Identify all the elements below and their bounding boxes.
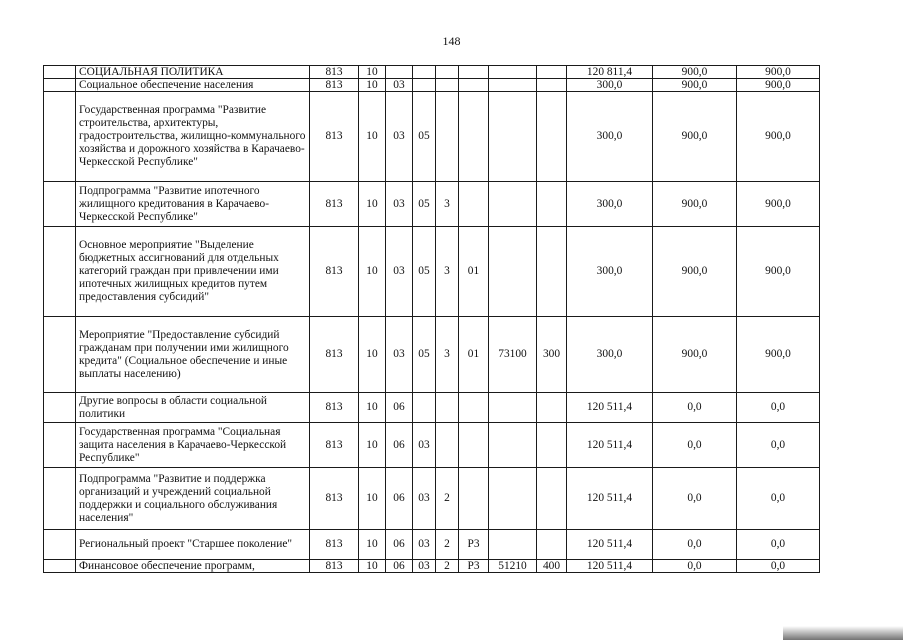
cell-c3: [459, 423, 489, 468]
cell-y3: 0,0: [737, 530, 820, 560]
cell-pr: 03: [386, 227, 413, 317]
cell-c3: [459, 393, 489, 423]
cell-c4: [489, 66, 537, 79]
cell-pr: 03: [386, 317, 413, 393]
cell-c2: 3: [436, 182, 459, 227]
cell-y2: 900,0: [653, 66, 737, 79]
table-row: [44, 66, 820, 79]
row-number-cell: [44, 182, 76, 227]
cell-c2: 2: [436, 560, 459, 573]
cell-vr: [537, 66, 567, 79]
cell-y1: 300,0: [567, 227, 653, 317]
cell-c3: [459, 182, 489, 227]
cell-vr: [537, 393, 567, 423]
table-body: [44, 66, 820, 573]
cell-c4: [489, 92, 537, 182]
cell-y2: 900,0: [653, 92, 737, 182]
cell-pr: 06: [386, 560, 413, 573]
cell-y1: 120 511,4: [567, 423, 653, 468]
cell-c4: 51210: [489, 560, 537, 573]
cell-c1: 05: [413, 92, 436, 182]
item-name-cell: СОЦИАЛЬНАЯ ПОЛИТИКА: [76, 66, 310, 79]
item-name-cell: Мероприятие "Предоставление субсидий гражданам при получении ими жилищного кредита" (Социальное обеспечение и иные выплаты населению): [76, 317, 310, 393]
item-name-cell: Государственная программа "Развитие строительства, архитектуры, градостроительства, жилищно-коммунального хозяйства и дорожного хозяйства в Карачаево-Черкесской Республике": [76, 92, 310, 182]
cell-c4: [489, 468, 537, 530]
cell-y1: 120 511,4: [567, 560, 653, 573]
cell-c2: [436, 423, 459, 468]
cell-pr: [386, 66, 413, 79]
cell-rz: 10: [359, 66, 386, 79]
item-name-cell: Социальное обеспечение населения: [76, 79, 310, 92]
item-name-cell: Основное мероприятие "Выделение бюджетных ассигнований для отдельных категорий граждан при привлечении ими ипотечных жилищных кредитов путем предоставления субсидий": [76, 227, 310, 317]
row-number-cell: [44, 560, 76, 573]
table-row: [44, 560, 820, 573]
cell-c2: [436, 79, 459, 92]
cell-c4: [489, 423, 537, 468]
page-number: 148: [442, 34, 461, 48]
cell-y2: 900,0: [653, 182, 737, 227]
table-row: [44, 393, 820, 423]
item-name-cell: Государственная программа "Социальная защита населения в Карачаево-Черкесской Республике": [76, 423, 310, 468]
cell-c3: P3: [459, 530, 489, 560]
cell-c2: 2: [436, 530, 459, 560]
cell-y1: 120 511,4: [567, 468, 653, 530]
cell-pr: 06: [386, 393, 413, 423]
table-row: [44, 423, 820, 468]
cell-pr: 06: [386, 468, 413, 530]
row-number-cell: [44, 423, 76, 468]
cell-c1: [413, 393, 436, 423]
row-number-cell: [44, 92, 76, 182]
cell-c3: [459, 92, 489, 182]
cell-c3: [459, 79, 489, 92]
cell-c3: P3: [459, 560, 489, 573]
cell-y3: 900,0: [737, 79, 820, 92]
cell-c1: 05: [413, 182, 436, 227]
cell-c3: 01: [459, 317, 489, 393]
cell-pr: 03: [386, 182, 413, 227]
cell-gr: 813: [310, 66, 359, 79]
cell-c4: [489, 393, 537, 423]
cell-vr: [537, 530, 567, 560]
table-row: [44, 317, 820, 393]
cell-c2: [436, 66, 459, 79]
cell-pr: 03: [386, 79, 413, 92]
cell-gr: 813: [310, 423, 359, 468]
cell-c4: [489, 182, 537, 227]
cell-c1: [413, 66, 436, 79]
cell-y1: 300,0: [567, 182, 653, 227]
cell-rz: 10: [359, 79, 386, 92]
row-number-cell: [44, 79, 76, 92]
table-row: [44, 92, 820, 182]
cell-vr: [537, 79, 567, 92]
cell-rz: 10: [359, 92, 386, 182]
cell-y2: 0,0: [653, 468, 737, 530]
cell-c2: 2: [436, 468, 459, 530]
cell-y3: 900,0: [737, 317, 820, 393]
cell-y1: 300,0: [567, 92, 653, 182]
table-row: [44, 182, 820, 227]
cell-c4: [489, 227, 537, 317]
cell-c1: 03: [413, 468, 436, 530]
row-number-cell: [44, 317, 76, 393]
item-name-cell: Другие вопросы в области социальной политики: [76, 393, 310, 423]
cell-rz: 10: [359, 560, 386, 573]
cell-c2: [436, 92, 459, 182]
cell-y2: 900,0: [653, 79, 737, 92]
cell-rz: 10: [359, 317, 386, 393]
cell-gr: 813: [310, 317, 359, 393]
cell-y3: 0,0: [737, 468, 820, 530]
cell-y3: 900,0: [737, 66, 820, 79]
cell-y3: 0,0: [737, 393, 820, 423]
cell-gr: 813: [310, 468, 359, 530]
table-row: [44, 227, 820, 317]
cell-rz: 10: [359, 227, 386, 317]
cell-c1: 05: [413, 227, 436, 317]
cell-vr: [537, 468, 567, 530]
cell-gr: 813: [310, 182, 359, 227]
cell-rz: 10: [359, 530, 386, 560]
cell-gr: 813: [310, 227, 359, 317]
cell-y2: 0,0: [653, 393, 737, 423]
cell-y2: 0,0: [653, 423, 737, 468]
cell-vr: [537, 227, 567, 317]
cell-gr: 813: [310, 393, 359, 423]
cell-y3: 900,0: [737, 182, 820, 227]
cell-c4: [489, 530, 537, 560]
cell-rz: 10: [359, 393, 386, 423]
cell-y1: 300,0: [567, 317, 653, 393]
item-name-cell: Подпрограмма "Развитие ипотечного жилищного кредитования в Карачаево-Черкесской Республике": [76, 182, 310, 227]
item-name-cell: Финансовое обеспечение программ,: [76, 560, 310, 573]
cell-gr: 813: [310, 530, 359, 560]
cell-c1: 03: [413, 560, 436, 573]
cell-c2: 3: [436, 227, 459, 317]
cell-c2: [436, 393, 459, 423]
cell-c1: 03: [413, 423, 436, 468]
row-number-cell: [44, 468, 76, 530]
cell-rz: 10: [359, 182, 386, 227]
row-number-cell: [44, 530, 76, 560]
cell-pr: 06: [386, 423, 413, 468]
row-number-cell: [44, 393, 76, 423]
row-number-cell: [44, 227, 76, 317]
cell-y3: 900,0: [737, 227, 820, 317]
cell-c1: 03: [413, 530, 436, 560]
cell-pr: 03: [386, 92, 413, 182]
cell-y3: 0,0: [737, 423, 820, 468]
cell-gr: 813: [310, 79, 359, 92]
table-row: [44, 468, 820, 530]
cell-y2: 0,0: [653, 530, 737, 560]
table-row: [44, 79, 820, 92]
cell-y2: 0,0: [653, 560, 737, 573]
cell-c3: [459, 66, 489, 79]
cell-y1: 120 511,4: [567, 393, 653, 423]
cell-c4: [489, 79, 537, 92]
budget-table: [43, 65, 820, 573]
cell-c3: [459, 468, 489, 530]
cell-rz: 10: [359, 423, 386, 468]
cell-vr: [537, 92, 567, 182]
cell-rz: 10: [359, 468, 386, 530]
cell-y1: 120 511,4: [567, 530, 653, 560]
cell-y3: 0,0: [737, 560, 820, 573]
cell-c2: 3: [436, 317, 459, 393]
cell-pr: 06: [386, 530, 413, 560]
cell-vr: [537, 182, 567, 227]
cell-gr: 813: [310, 560, 359, 573]
cell-y1: 120 811,4: [567, 66, 653, 79]
item-name-cell: Региональный проект "Старшее поколение": [76, 530, 310, 560]
cell-c4: 73100: [489, 317, 537, 393]
cell-y2: 900,0: [653, 227, 737, 317]
scan-edge-shadow: [783, 626, 903, 640]
cell-gr: 813: [310, 92, 359, 182]
cell-c1: 05: [413, 317, 436, 393]
cell-vr: 300: [537, 317, 567, 393]
cell-vr: 400: [537, 560, 567, 573]
cell-y3: 900,0: [737, 92, 820, 182]
table-row: [44, 530, 820, 560]
cell-c1: [413, 79, 436, 92]
cell-y1: 300,0: [567, 79, 653, 92]
cell-vr: [537, 423, 567, 468]
row-number-cell: [44, 66, 76, 79]
cell-c3: 01: [459, 227, 489, 317]
cell-y2: 900,0: [653, 317, 737, 393]
item-name-cell: Подпрограмма "Развитие и поддержка организаций и учреждений социальной поддержки и социального обслуживания населения": [76, 468, 310, 530]
